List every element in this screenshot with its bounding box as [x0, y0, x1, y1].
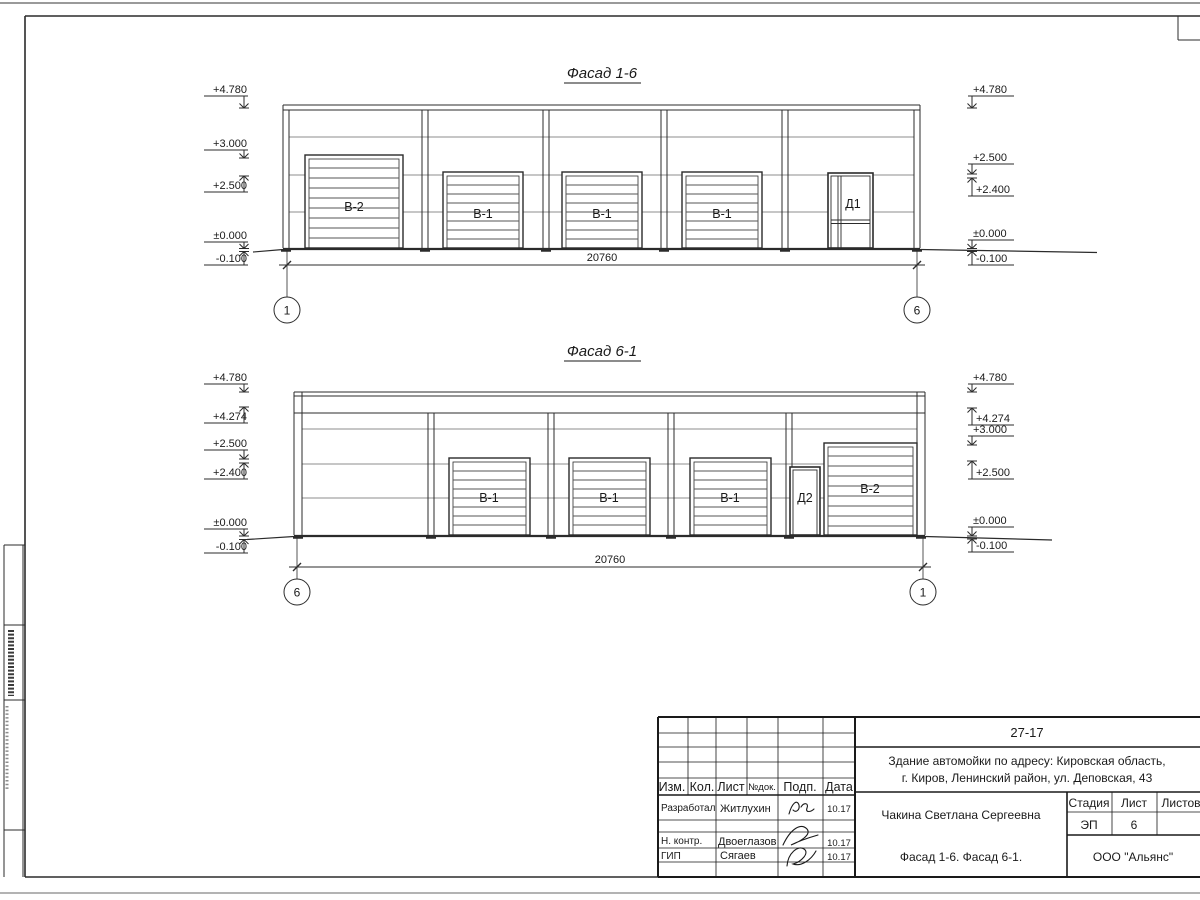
gate-v1-label: В-1 [712, 207, 732, 221]
gate-v1-label: В-1 [599, 491, 619, 505]
elevation-mark-line [967, 384, 1014, 392]
row-name: Сягаев [720, 850, 756, 862]
facade-16-title: Фасад 1-6 [566, 65, 638, 82]
elevation-label: -0.100 [215, 253, 247, 265]
elevation-mark-line [967, 164, 1014, 174]
elevation-mark-line [967, 96, 1014, 108]
axis-number: 6 [293, 585, 301, 600]
facade-16-view [204, 65, 1097, 323]
elevation-mark-line [204, 450, 249, 459]
doc-number: 27-17 [1010, 725, 1044, 740]
signatures [783, 802, 818, 866]
signature-syagaev [787, 848, 816, 866]
col-kol: Кол. [689, 780, 715, 794]
door-d1 [828, 173, 873, 248]
sheet-value: 6 [1130, 818, 1138, 832]
stage-value: ЭП [1080, 818, 1098, 832]
door-d2 [790, 467, 820, 535]
stage-label: Стадия [1068, 796, 1110, 810]
door-d2-label: Д2 [797, 491, 813, 505]
elevation-mark-line [204, 529, 249, 536]
elevation-label: +2.400 [976, 184, 1010, 196]
axis-number: 1 [283, 303, 291, 318]
facade-16-parapet-cap [283, 105, 920, 110]
gate-v1-1 [443, 172, 523, 248]
elevation-label: +4.780 [973, 372, 1007, 384]
elevation-label: +2.500 [213, 180, 247, 192]
gate-v2-label: В-2 [344, 200, 364, 214]
axis-number: 1 [919, 585, 927, 600]
elevation-label: +4.274 [976, 413, 1010, 425]
facade-61-dimension [284, 538, 936, 605]
left-stamp-strip [4, 545, 25, 877]
title-block-revision-rows [658, 733, 855, 778]
gate-v2-2 [824, 443, 917, 535]
elevation-label: ±0.000 [213, 517, 247, 529]
signature-zhitlukhin [789, 802, 814, 814]
elevation-label: ±0.000 [973, 228, 1007, 240]
col-ndok: №док. [748, 782, 776, 793]
facade-16-dimension [274, 250, 930, 323]
elevation-mark-line [967, 527, 1014, 536]
row-role: Разработал [661, 803, 716, 814]
col-izm: Изм. [658, 780, 686, 794]
elevation-mark-line [204, 242, 249, 249]
gate-v1-3 [682, 172, 762, 248]
row-role: Н. контр. [661, 836, 703, 847]
gate-v1-6 [690, 458, 771, 535]
gate-v1-label: В-1 [473, 207, 493, 221]
elevation-mark-line [204, 150, 249, 158]
gate-v1-5 [569, 458, 650, 535]
col-list: Лист [717, 780, 745, 794]
drawing-name: Фасад 1-6. Фасад 6-1. [899, 850, 1023, 864]
elevation-label: +4.780 [973, 84, 1007, 96]
gate-v1-label: В-1 [720, 491, 740, 505]
elevation-mark-line [967, 436, 1014, 445]
corner-code-box [1178, 16, 1200, 40]
elevation-label: +4.274 [213, 411, 247, 423]
elevation-label: +2.500 [213, 438, 247, 450]
sheet-label: Лист [1120, 796, 1148, 810]
elevation-label: +3.000 [973, 424, 1007, 436]
gate-v1-4 [449, 458, 530, 535]
elevation-label: +4.780 [213, 372, 247, 384]
row-name: Житлухин [720, 803, 771, 815]
elevation-label: -0.100 [976, 540, 1008, 552]
dimension-value: 20760 [586, 252, 618, 264]
elevation-label: ±0.000 [213, 230, 247, 242]
row-name: Двоеглазов [718, 836, 777, 848]
gate-v1-label: В-1 [592, 207, 612, 221]
elevation-label: +2.400 [213, 467, 247, 479]
title-block [658, 717, 1200, 877]
gate-v2-label: В-2 [860, 482, 880, 496]
elevation-label: -0.100 [215, 541, 247, 553]
gate-v1-label: В-1 [479, 491, 499, 505]
row-date: 10.17 [827, 852, 851, 863]
row-role: ГИП [661, 851, 681, 862]
facade-61-title: Фасад 6-1 [566, 343, 638, 360]
col-podp: Подп. [783, 780, 817, 794]
object-address-line1: Здание автомойки по адресу: Кировская область, [888, 754, 1166, 768]
elevation-label: ±0.000 [973, 515, 1007, 527]
author-name: Чакина Светлана Сергеевна [881, 808, 1041, 822]
frame-border [25, 16, 1200, 877]
facade-61-view [204, 343, 1052, 605]
col-data: Дата [825, 780, 853, 794]
elevation-label: +4.780 [213, 84, 247, 96]
sheets-label: Листов [1161, 796, 1200, 810]
elevation-label: -0.100 [976, 253, 1008, 265]
row-date: 10.17 [827, 838, 851, 849]
axis-number: 6 [913, 303, 921, 318]
dimension-value: 20760 [594, 554, 626, 566]
company-name: ООО "Альянс" [1092, 850, 1174, 864]
elevation-label: +2.500 [973, 152, 1007, 164]
elevation-label: +3.000 [213, 138, 247, 150]
elevation-mark-line [204, 96, 249, 108]
signature-dvoeglazov [783, 827, 818, 845]
elevation-mark-line [967, 240, 1014, 249]
row-date: 10.17 [827, 804, 851, 815]
facade-61-parapet-cap [294, 392, 925, 413]
door-d1-label: Д1 [845, 197, 861, 211]
gate-v1-2 [562, 172, 642, 248]
gate-v2 [305, 155, 403, 248]
elevation-mark-line [204, 384, 249, 392]
object-address-line2: г. Киров, Ленинский район, ул. Деповская, 43 [901, 771, 1153, 785]
elevation-label: +2.500 [976, 467, 1010, 479]
